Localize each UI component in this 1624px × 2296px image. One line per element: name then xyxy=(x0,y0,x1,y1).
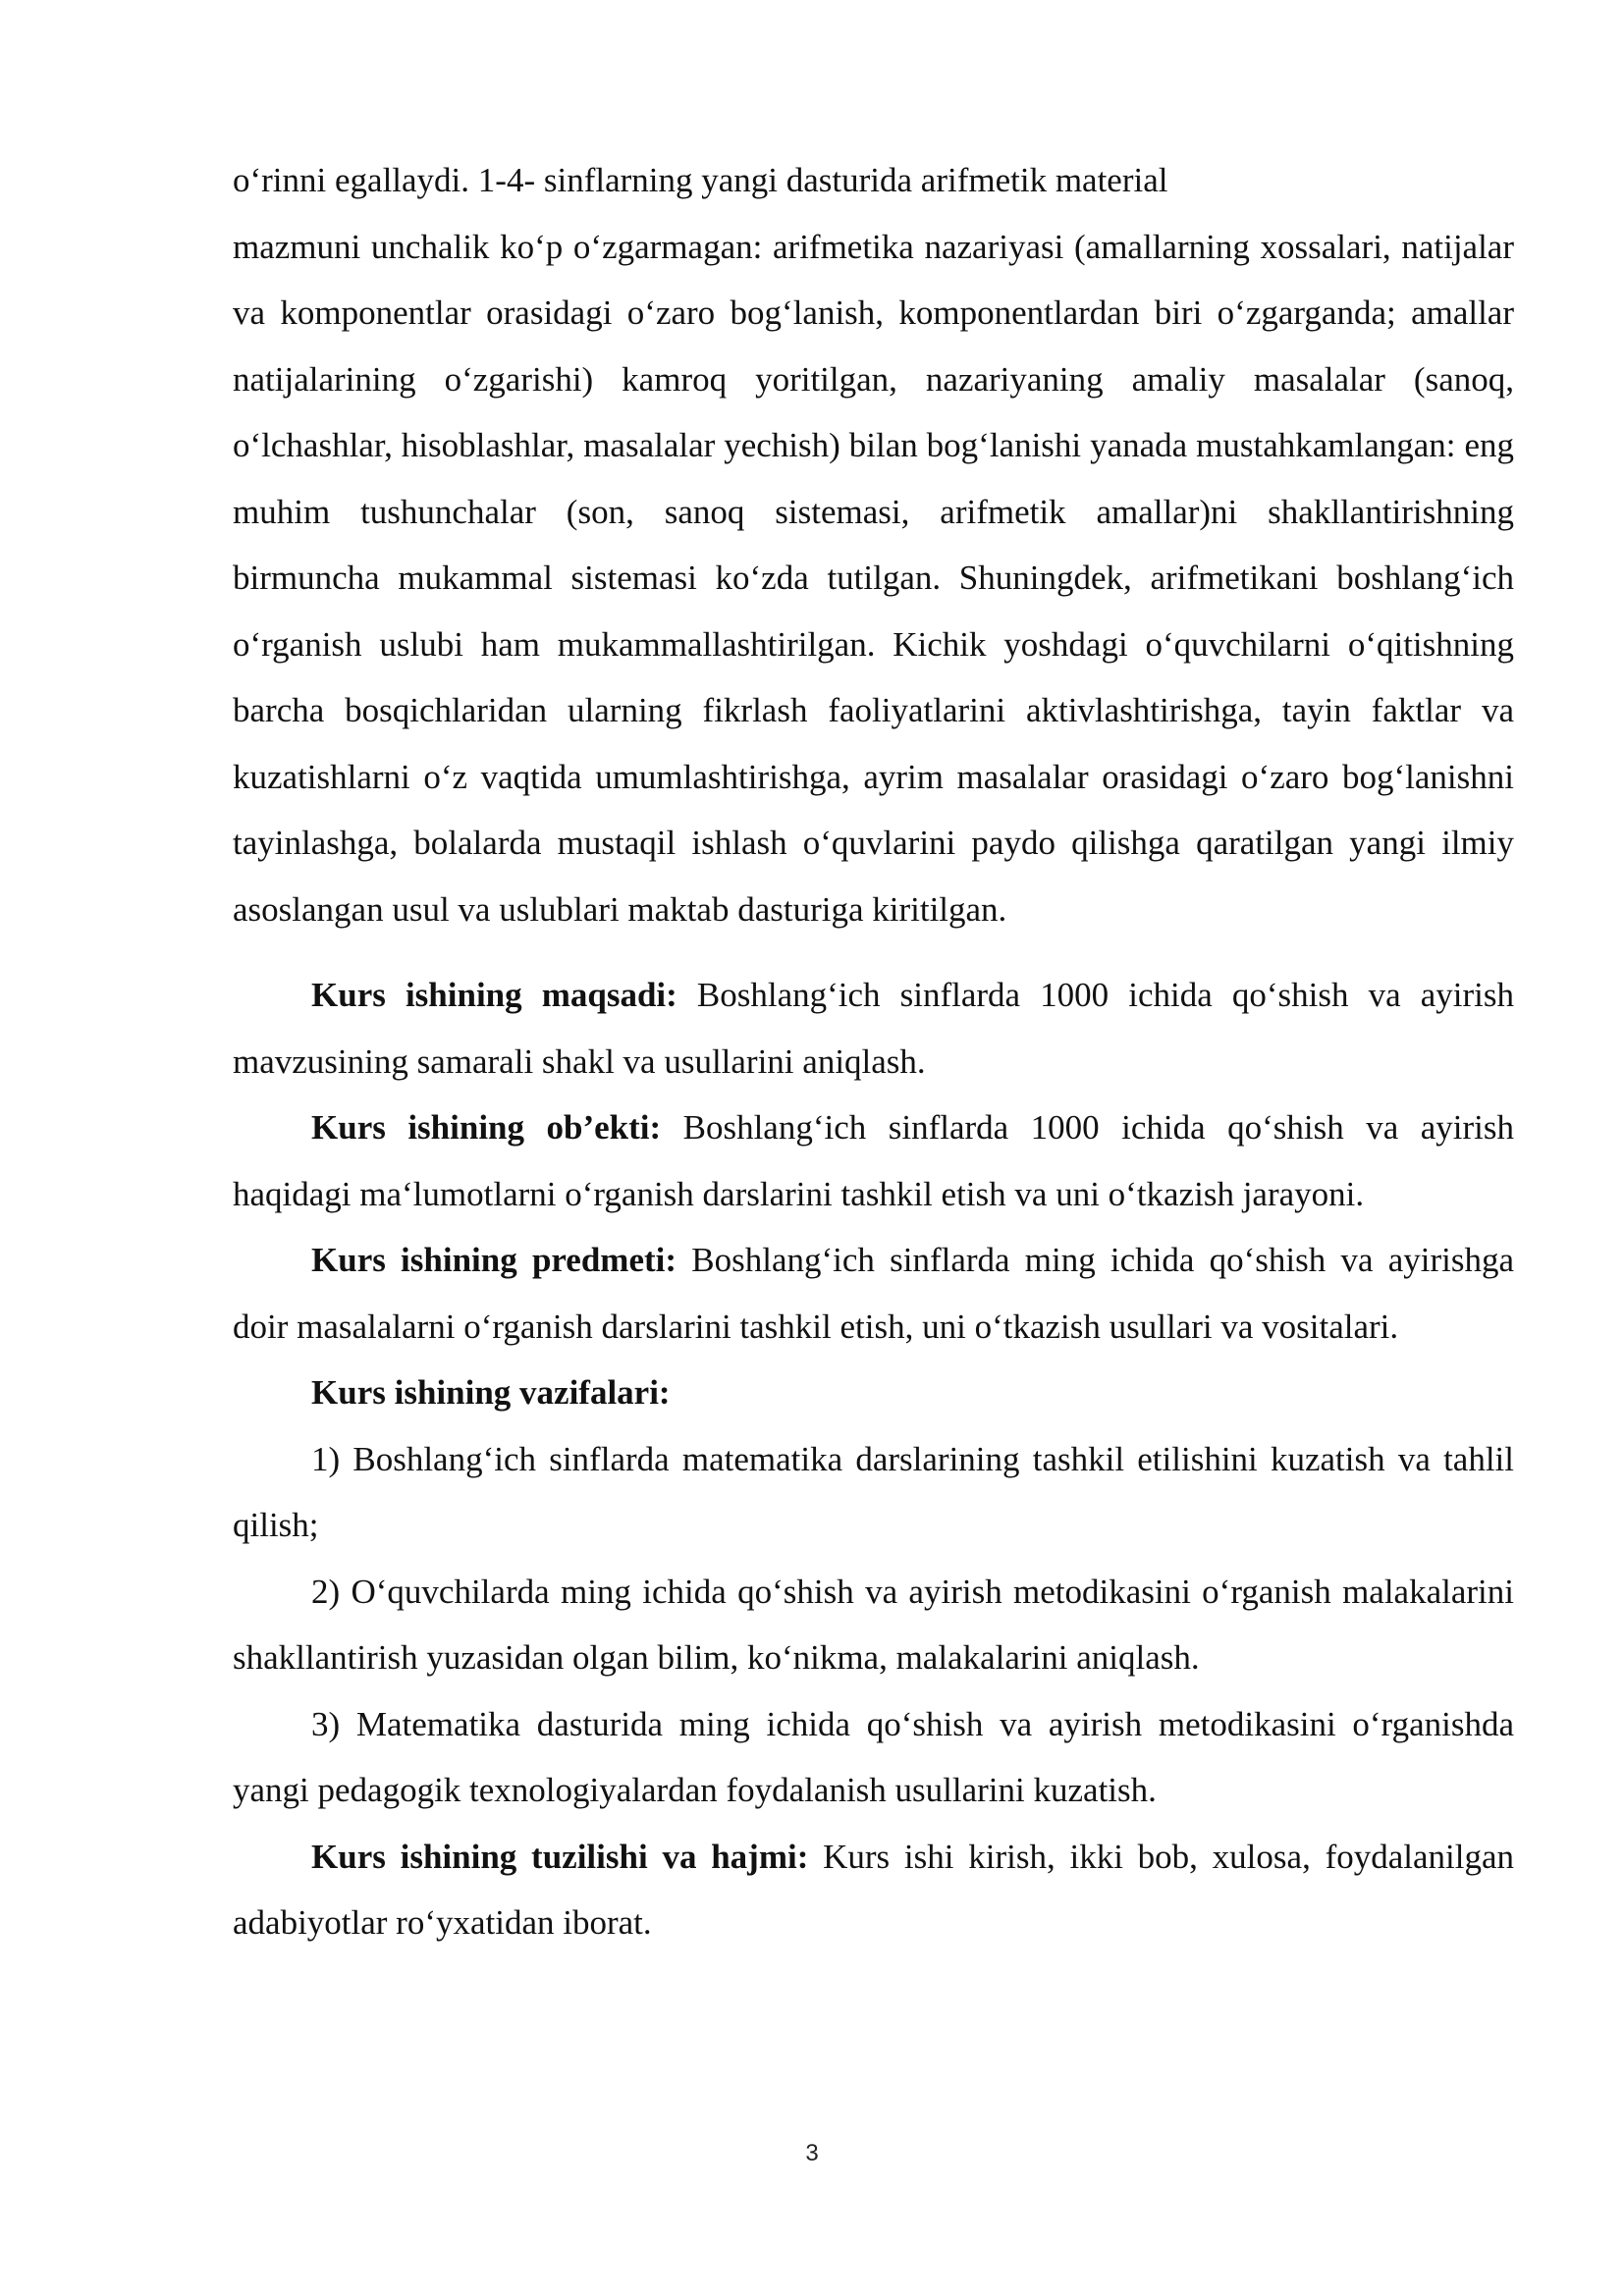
vazifalar-heading xyxy=(233,1360,1514,1426)
tuzilish-label: Kurs ishining tuzilishi va hajmi: xyxy=(311,1837,809,1876)
maqsad-label: Kurs ishining maqsadi: xyxy=(311,976,677,1014)
obekt-label: Kurs ishining ob’ekti: xyxy=(311,1108,662,1147)
page-number: 3 xyxy=(805,2140,819,2166)
predmet-text: Boshlang‘ich sinflarda ming ichida qo‘shish va ayirishga doir masalalarni o‘rganish darslarini tashkil etish, uni o‘tkazish usullari va vositalari. xyxy=(233,1241,1514,1346)
vazifalar-label: Kurs ishining vazifalari: xyxy=(311,1373,671,1412)
obekt-paragraph xyxy=(233,1095,1514,1227)
maqsad-paragraph xyxy=(233,962,1514,1095)
intro-paragraph: mazmuni unchalik ko‘p o‘zgarmagan: arifmetika nazariyasi (amallarning xossalari, natijalar va komponentlar orasidagi o‘zaro bog‘lanish, komponentlardan biri o‘zgarganda; amallar natijalarining o‘zgarishi) kamroq yoritilgan, nazariyaning amaliy masalalar (sanoq, o‘lchashlar, hisoblashlar, masalalar yechish) bilan bog‘lanishi yanada mustahkamlangan: eng muhim tushunchalar (son, sanoq sistemasi, arifmetik amallar)ni shakllantirishning birmuncha mukammal sistemasi ko‘zda tutilgan. Shuningdek, arifmetikani boshlang‘ich o‘rganish uslubi ham mukammallashtirilgan. Kichik yoshdagi o‘quvchilarni o‘qitishning barcha bosqichlaridan ularning fikrlash faoliyatlarini aktivlashtirishga, tayin faktlar va kuzatishlarni o‘z vaqtida umumlashtirishga, ayrim masalalar orasidagi o‘zaro bog‘lanishni tayinlashga, bolalarda mustaqil ishlash o‘quvlarini paydo qilishga qaratilgan yangi ilmiy asoslangan usul va uslublari maktab dasturiga kiritilgan. xyxy=(233,227,1514,929)
document-page xyxy=(233,147,1514,1956)
obekt-text: Boshlang‘ich sinflarda 1000 ichida qo‘shish va ayirish haqidagi ma‘lumotlarni o‘rganish darslarini tashkil etish va uni o‘tkazish jarayoni. xyxy=(233,1108,1514,1213)
predmet-label: Kurs ishining predmeti: xyxy=(311,1241,677,1279)
vazifa-item-3: 3) Matematika dasturida ming ichida qo‘shish va ayirish metodikasini o‘rganishda yangi pedagogik texnologiyalardan foydalanish usullarini kuzatish. xyxy=(233,1704,1514,1809)
vazifa-item-2: 2) O‘quvchilarda ming ichida qo‘shish va ayirish metodikasini o‘rganish malakalarini shakllantirish yuzasidan olgan bilim, ko‘nikma, malakalarini aniqlash. xyxy=(233,1572,1514,1677)
maqsad-text: Boshlang‘ich sinflarda 1000 ichida qo‘shish va ayirish mavzusining samarali shakl va usullarini aniqlash. xyxy=(233,976,1514,1081)
predmet-paragraph xyxy=(233,1227,1514,1360)
tuzilish-text: Kurs ishi kirish, ikki bob, xulosa, foydalanilgan adabiyotlar ro‘yxatidan iborat. xyxy=(233,1837,1515,1942)
vazifa-item-1: 1) Boshlang‘ich sinflarda matematika darslarining tashkil etilishini kuzatish va tahlil qilish; xyxy=(233,1439,1514,1544)
tuzilish-paragraph xyxy=(233,1824,1514,1956)
intro-first-line: o‘rinni egallaydi. 1-4- sinflarning yangi dasturida arifmetik material xyxy=(233,161,1168,199)
